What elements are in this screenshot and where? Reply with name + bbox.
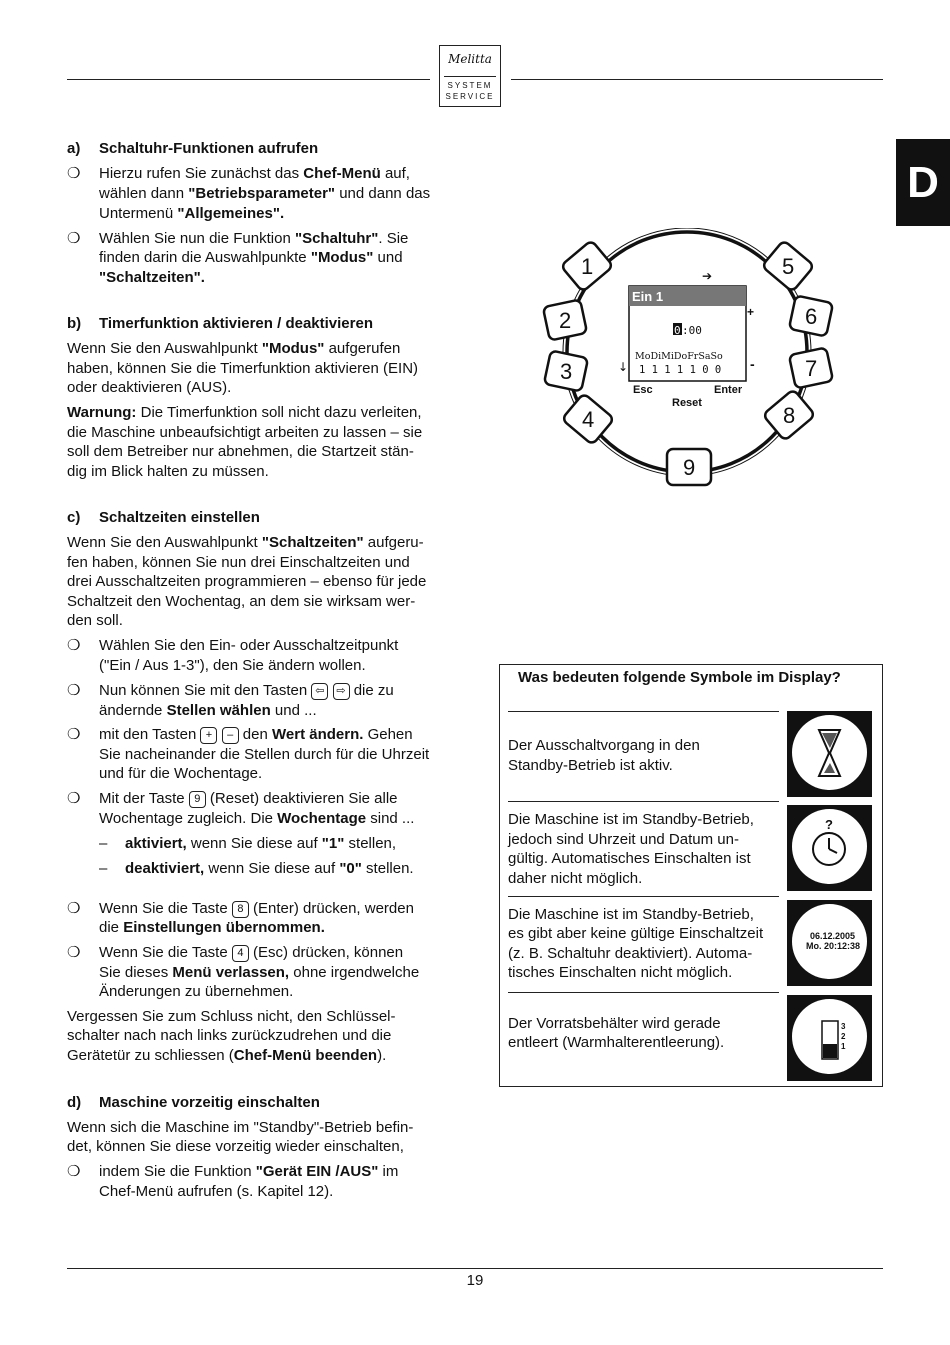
- text-line: finden darin die Auswahlpunkte "Modus" und: [99, 249, 403, 266]
- bullet: ❍: [67, 900, 81, 917]
- text-line: Vergessen Sie zum Schluss nicht, den Schlüssel-: [67, 1008, 396, 1025]
- symbol-2-text: gültig. Automatisches Einschalten ist: [508, 850, 751, 867]
- hourglass-icon: [792, 715, 867, 790]
- text-line: soll dem Betreiber nur abnehmen, die Startzeit stän-: [67, 443, 414, 460]
- text-line: Änderungen zu übernehmen.: [99, 983, 294, 1000]
- container-emptying-display-icon: [787, 995, 872, 1081]
- text-line: fen haben, können Sie nun drei Einschaltzeiten und: [67, 554, 410, 571]
- section-a-label: a): [67, 140, 81, 157]
- controller-illustration: [535, 228, 840, 490]
- text-line: ändernde Stellen wählen und ...: [99, 702, 317, 719]
- text-line: Wählen Sie nun die Funktion "Schaltuhr". Sie: [99, 230, 409, 247]
- chapter-tab: D: [896, 139, 950, 226]
- text-line: Untermenü "Allgemeines".: [99, 205, 285, 222]
- text-line: drei Ausschaltzeiten programmieren – ebenso für jede: [67, 573, 427, 590]
- bullet: ❍: [67, 944, 81, 961]
- svg-text:3: 3: [560, 359, 573, 384]
- dash: –: [99, 835, 108, 852]
- symbol-2-text: Die Maschine ist im Standby-Betrieb,: [508, 811, 754, 828]
- text-line: Wenn sich die Maschine im "Standby"-Betrieb befin-: [67, 1119, 414, 1136]
- date-time-icon: [792, 904, 867, 979]
- svg-text:?: ?: [825, 817, 833, 832]
- text-line: Sie nacheinander die Stellen durch für die Uhrzeit: [99, 746, 430, 763]
- bullet: ❍: [67, 230, 81, 247]
- label-enter: Enter: [714, 384, 743, 396]
- text-line: die Einstellungen übernommen.: [99, 919, 325, 936]
- text-line: Wenn Sie die Taste 8 (Enter) drücken, werden: [99, 900, 414, 917]
- text-line: Wenn Sie den Auswahlpunkt "Schaltzeiten" aufgeru-: [67, 534, 424, 551]
- text-line: Nun können Sie mit den Tasten ⇦ ⇨ die zu: [99, 682, 394, 699]
- section-c-title: Schaltzeiten einstellen: [99, 509, 260, 526]
- symbol-4-text: entleert (Warmhalterentleerung).: [508, 1034, 725, 1051]
- melitta-logo: [439, 45, 501, 107]
- svg-text:6: 6: [805, 304, 818, 329]
- panel-title: Was bedeuten folgende Symbole im Display?: [518, 669, 841, 686]
- section-d-label: d): [67, 1094, 82, 1111]
- key-9-button: [667, 449, 711, 485]
- minus-key: –: [222, 727, 239, 744]
- text-line: Sie dieses Menü verlassen, ohne irgendwelche: [99, 964, 420, 981]
- arrow-right-key: ⇨: [333, 683, 350, 700]
- svg-text:5: 5: [782, 254, 795, 279]
- svg-text:2: 2: [559, 308, 572, 333]
- section-b-title: Timerfunktion aktivieren / deaktivieren: [99, 315, 373, 332]
- right-arrow-icon: ➔: [702, 269, 713, 283]
- text-line: Wenn Sie den Auswahlpunkt "Modus" aufgerufen: [67, 340, 401, 357]
- svg-text:7: 7: [805, 356, 818, 381]
- page-number: 19: [466, 1272, 484, 1289]
- clock-invalid-display-icon: [787, 805, 872, 891]
- text-line: mit den Tasten + – den Wert ändern. Gehen: [99, 726, 413, 743]
- key-9-inline: 9: [189, 791, 206, 808]
- key-3-button: [544, 350, 588, 391]
- text-line: den soll.: [67, 612, 123, 629]
- text-line: Mit der Taste 9 (Reset) deaktivieren Sie alle: [99, 790, 398, 807]
- symbol-2-text: daher nicht möglich.: [508, 870, 643, 887]
- key-8-inline: 8: [232, 901, 249, 918]
- hourglass-display-icon: [787, 711, 872, 797]
- text-line: und für die Wochentage.: [99, 765, 263, 782]
- container-icon: [792, 999, 867, 1074]
- symbol-1-text: Standby-Betrieb ist aktiv.: [508, 757, 673, 774]
- plus-key: +: [200, 727, 217, 744]
- display-day-values: 1 1 1 1 1 0 0: [639, 364, 722, 376]
- svg-text:9: 9: [683, 455, 696, 480]
- text-line: "Schaltzeiten".: [99, 269, 205, 286]
- footer-rule: [67, 1268, 883, 1269]
- text-line: wählen dann "Betriebsparameter" und dann das: [99, 185, 431, 202]
- key-6-button: [789, 295, 833, 336]
- text-line: Hierzu rufen Sie zunächst das Chef-Menü auf,: [99, 165, 410, 182]
- header-rule-left: [67, 79, 430, 80]
- text-line: det, können Sie diese vorzeitig wieder einschalten,: [67, 1138, 404, 1155]
- bullet: ❍: [67, 790, 81, 807]
- logo-line1: SYSTEM: [447, 81, 493, 90]
- text-line: Wählen Sie den Ein- oder Ausschaltzeitpunkt: [99, 637, 399, 654]
- text-line: dig im Blick halten zu müssen.: [67, 463, 269, 480]
- svg-text:4: 4: [582, 407, 595, 432]
- down-arrow-icon: ↓: [618, 360, 629, 374]
- symbol-3-text: Die Maschine ist im Standby-Betrieb,: [508, 906, 754, 923]
- label-esc: Esc: [633, 384, 653, 396]
- section-d-title: Maschine vorzeitig einschalten: [99, 1094, 320, 1111]
- svg-text:2: 2: [841, 1032, 846, 1041]
- label-reset: Reset: [672, 397, 702, 409]
- label-minus: -: [750, 356, 755, 372]
- svg-text:06.12.2005: 06.12.2005: [810, 931, 856, 941]
- svg-text:3: 3: [841, 1022, 846, 1031]
- logo-line2: SERVICE: [445, 92, 495, 101]
- label-plus: +: [747, 305, 755, 319]
- dash: –: [99, 860, 108, 877]
- symbol-4-text: Der Vorratsbehälter wird gerade: [508, 1015, 721, 1032]
- key-7-button: [789, 347, 833, 388]
- text-line: Schaltzeit den Wochentag, an dem sie wirksam wer-: [67, 593, 416, 610]
- text-line: Gerätetür zu schliessen (Chef-Menü beenden).: [67, 1047, 387, 1064]
- symbol-2-text: jedoch sind Uhrzeit und Datum un-: [508, 831, 739, 848]
- symbol-1-text: Der Ausschaltvorgang in den: [508, 737, 700, 754]
- key-4-inline: 4: [232, 945, 249, 962]
- text-line: die Maschine unbeaufsichtigt arbeiten zu lassen – sie: [67, 424, 423, 441]
- text-line: schalter nach nach links zurückzudrehen und die: [67, 1027, 392, 1044]
- key-2-button: [543, 299, 587, 340]
- svg-text:8: 8: [783, 403, 796, 428]
- symbol-3-text: es gibt aber keine gültige Einschaltzeit: [508, 925, 764, 942]
- bullet: ❍: [67, 726, 81, 743]
- logo-brand: Melitta: [448, 52, 492, 66]
- display-time: :00: [682, 324, 702, 337]
- text-line: aktiviert, wenn Sie diese auf "1" stellen,: [125, 835, 397, 852]
- section-c-label: c): [67, 509, 81, 526]
- bullet: ❍: [67, 637, 81, 654]
- section-b-label: b): [67, 315, 82, 332]
- text-line: oder deaktivieren (AUS).: [67, 379, 232, 396]
- text-line: Wochentage zugleich. Die Wochentage sind ...: [99, 810, 415, 827]
- section-a-title: Schaltuhr-Funktionen aufrufen: [99, 140, 319, 157]
- clock-icon: [792, 809, 867, 884]
- arrow-left-key: ⇦: [311, 683, 328, 700]
- text-line: haben, können Sie die Timerfunktion aktivieren (EIN): [67, 360, 419, 377]
- bullet: ❍: [67, 165, 81, 182]
- text-line: Chef-Menü aufrufen (s. Kapitel 12).: [99, 1183, 334, 1200]
- text-line: Warnung: Die Timerfunktion soll nicht dazu verleiten,: [67, 404, 422, 421]
- svg-text:1: 1: [581, 254, 594, 279]
- bullet: ❍: [67, 682, 81, 699]
- text-line: deaktiviert, wenn Sie diese auf "0" stellen.: [125, 860, 414, 877]
- symbol-3-text: tisches Einschalten nicht möglich.: [508, 964, 733, 981]
- display-title: Ein 1: [632, 289, 664, 304]
- date-time-display-icon: [787, 900, 872, 986]
- header-rule-right: [511, 79, 883, 80]
- bullet: ❍: [67, 1163, 81, 1180]
- svg-text:Mo. 20:12:38: Mo. 20:12:38: [806, 941, 861, 951]
- text-line: indem Sie die Funktion "Gerät EIN /AUS" im: [99, 1163, 399, 1180]
- symbol-3-text: (z. B. Schaltuhr deaktiviert). Automa-: [508, 945, 753, 962]
- svg-text:1: 1: [841, 1042, 846, 1051]
- text-line: Wenn Sie die Taste 4 (Esc) drücken, können: [99, 944, 404, 961]
- display-time-cursor: 0: [674, 324, 681, 337]
- text-line: ("Ein / Aus 1-3"), den Sie ändern wollen.: [99, 657, 366, 674]
- display-weekdays: MoDiMiDoFrSaSo: [635, 351, 723, 362]
